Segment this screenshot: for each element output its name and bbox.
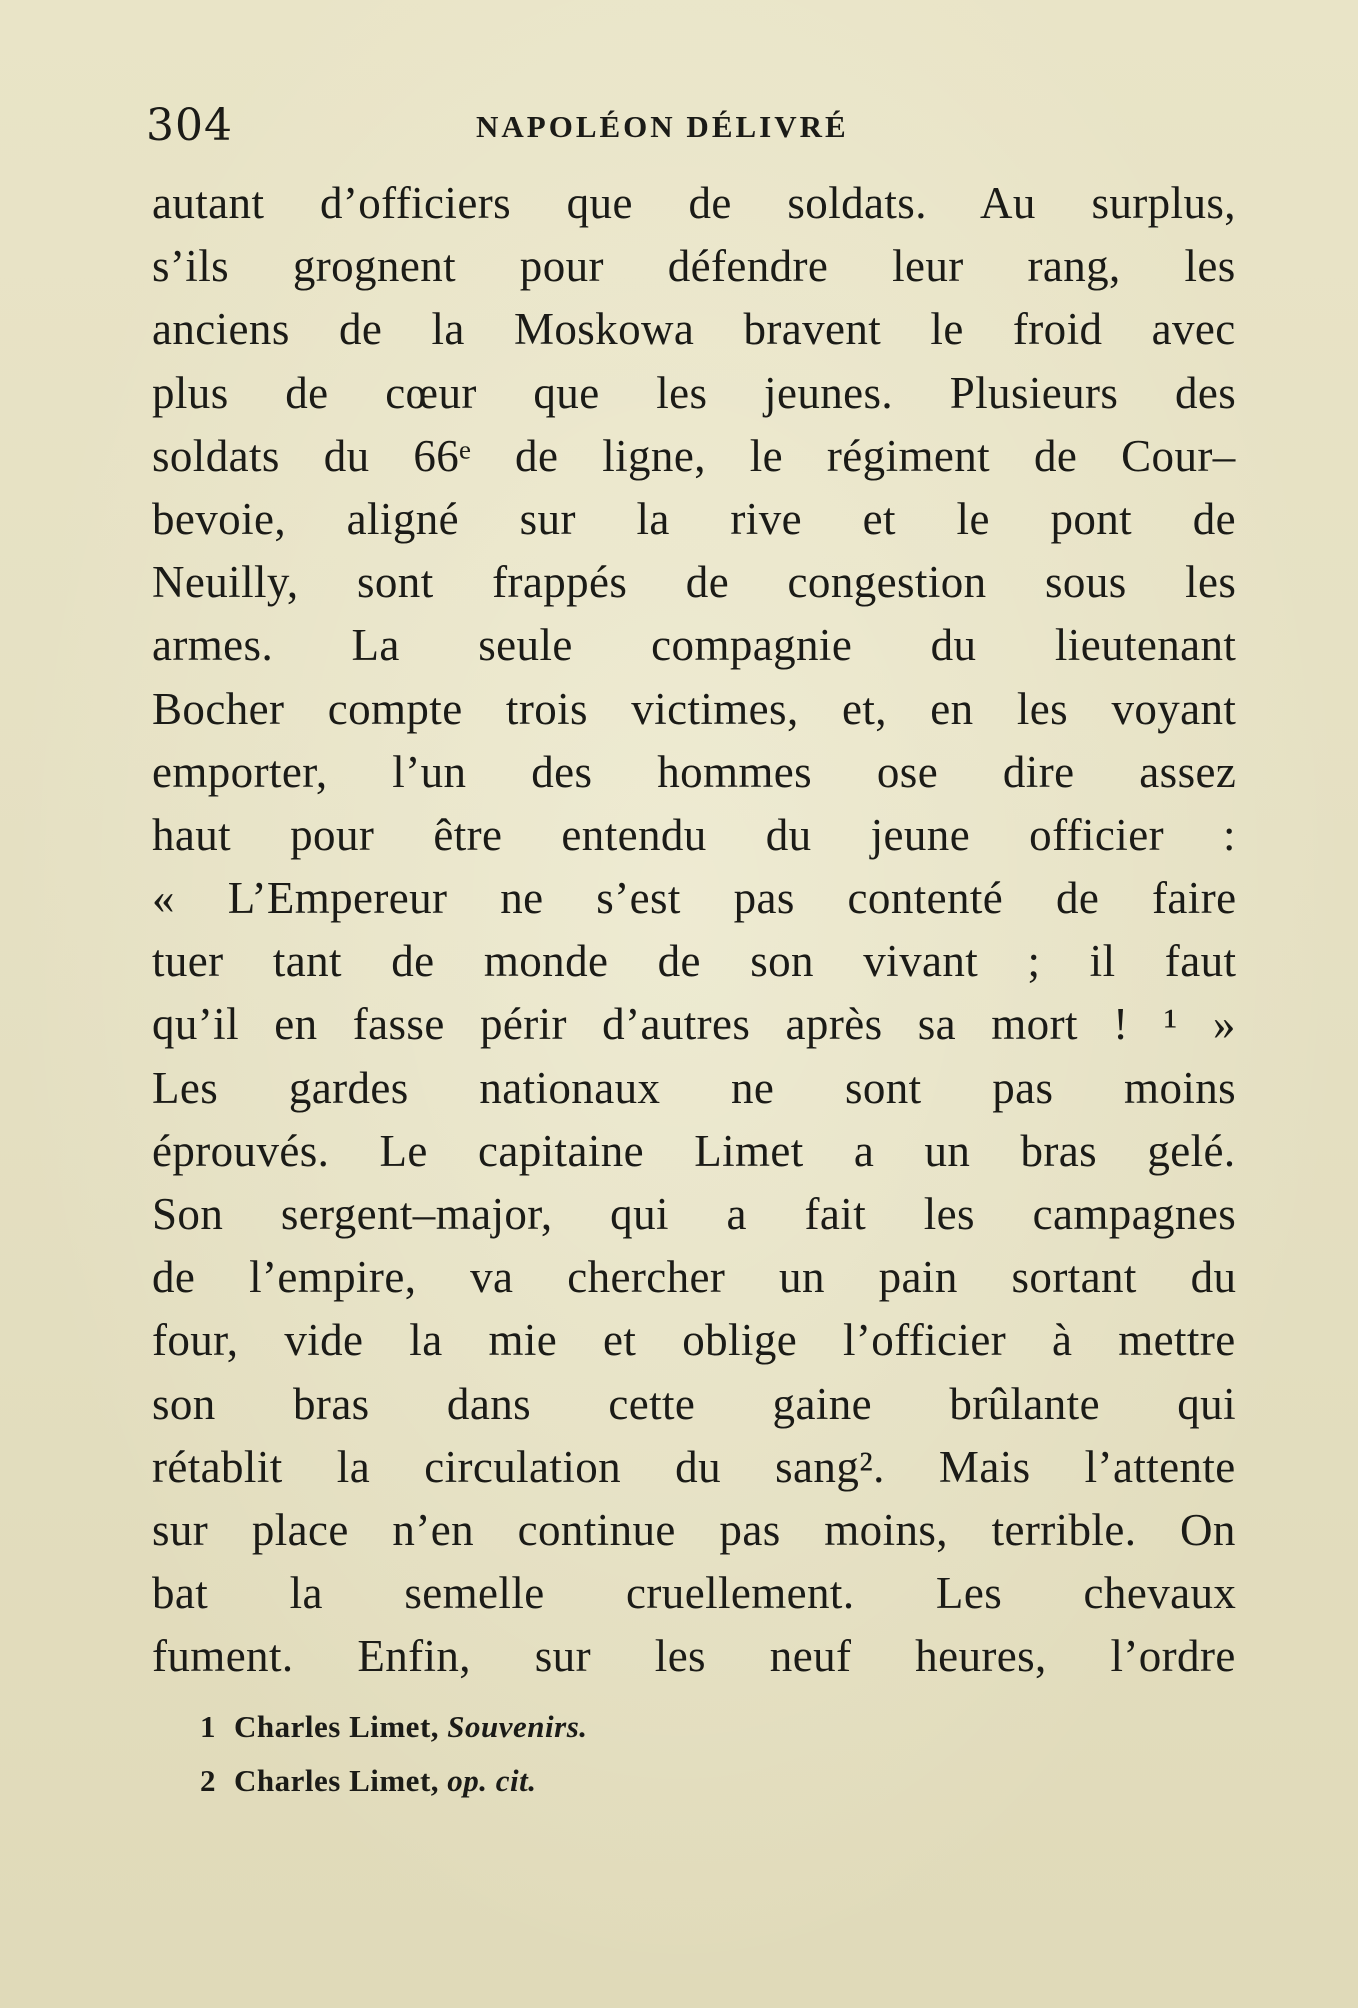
footnote — [200, 1700, 1000, 1754]
text-line: Neuilly, sont frappés de congestion sous les — [152, 557, 1236, 608]
text-line: Son sergent–major, qui a fait les campagnes — [152, 1189, 1236, 1239]
body-text — [152, 172, 1236, 1689]
text-line: Bocher compte trois victimes, et, en les voyant — [152, 683, 1236, 734]
text-line: tuer tant de monde de son vivant ; il faut — [152, 936, 1236, 987]
footnotes — [200, 1700, 1000, 1808]
text-line: éprouvés. Le capitaine Limet a un bras gelé. — [152, 1125, 1236, 1176]
text-line: bevoie, aligné sur la rive et le pont de — [152, 493, 1236, 544]
text-line: autant d’officiers que de soldats. Au surplus, — [152, 178, 1236, 228]
text-line: Les gardes nationaux ne sont pas moins — [152, 1062, 1236, 1113]
footnote-number: 1 — [200, 1709, 216, 1744]
text-line: de l’empire, va chercher un pain sortant du — [152, 1252, 1236, 1303]
text-line: anciens de la Moskowa bravent le froid avec — [152, 304, 1236, 355]
text-line: four, vide la mie et oblige l’officier à mettre — [152, 1315, 1236, 1366]
text-line: sur place n’en continue pas moins, terrible. On — [152, 1504, 1236, 1555]
footnote-number: 2 — [200, 1763, 216, 1798]
text-line: s’ils grognent pour défendre leur rang, les — [152, 241, 1236, 292]
footnote — [200, 1754, 1000, 1808]
text-line: bat la semelle cruellement. Les chevaux — [152, 1568, 1236, 1619]
footnote-work: Souvenirs. — [447, 1709, 588, 1744]
footnote-author: Charles Limet, — [234, 1763, 448, 1798]
page-number: 304 — [146, 100, 233, 151]
text-line: qu’il en fasse périr d’autres après sa mort ! ¹ » — [152, 999, 1236, 1050]
footnote-author: Charles Limet, — [234, 1709, 448, 1744]
text-line: fument. Enfin, sur les neuf heures, l’ordre — [152, 1631, 1236, 1682]
text-line: « L’Empereur ne s’est pas contenté de faire — [152, 873, 1236, 924]
footnote-work: op. cit. — [447, 1763, 537, 1798]
text-line: emporter, l’un des hommes ose dire assez — [152, 746, 1236, 797]
text-line: son bras dans cette gaine brûlante qui — [152, 1378, 1236, 1429]
text-line: haut pour être entendu du jeune officier : — [152, 809, 1236, 860]
text-line: armes. La seule compagnie du lieutenant — [152, 620, 1236, 671]
text-line: soldats du 66ᵉ de ligne, le régiment de Cour– — [152, 430, 1236, 481]
running-title: NAPOLÉON DÉLIVRÉ — [476, 109, 849, 144]
running-head — [146, 96, 1246, 156]
text-line: rétablit la circulation du sang². Mais l’attente — [152, 1441, 1236, 1492]
text-line: plus de cœur que les jeunes. Plusieurs des — [152, 367, 1236, 418]
